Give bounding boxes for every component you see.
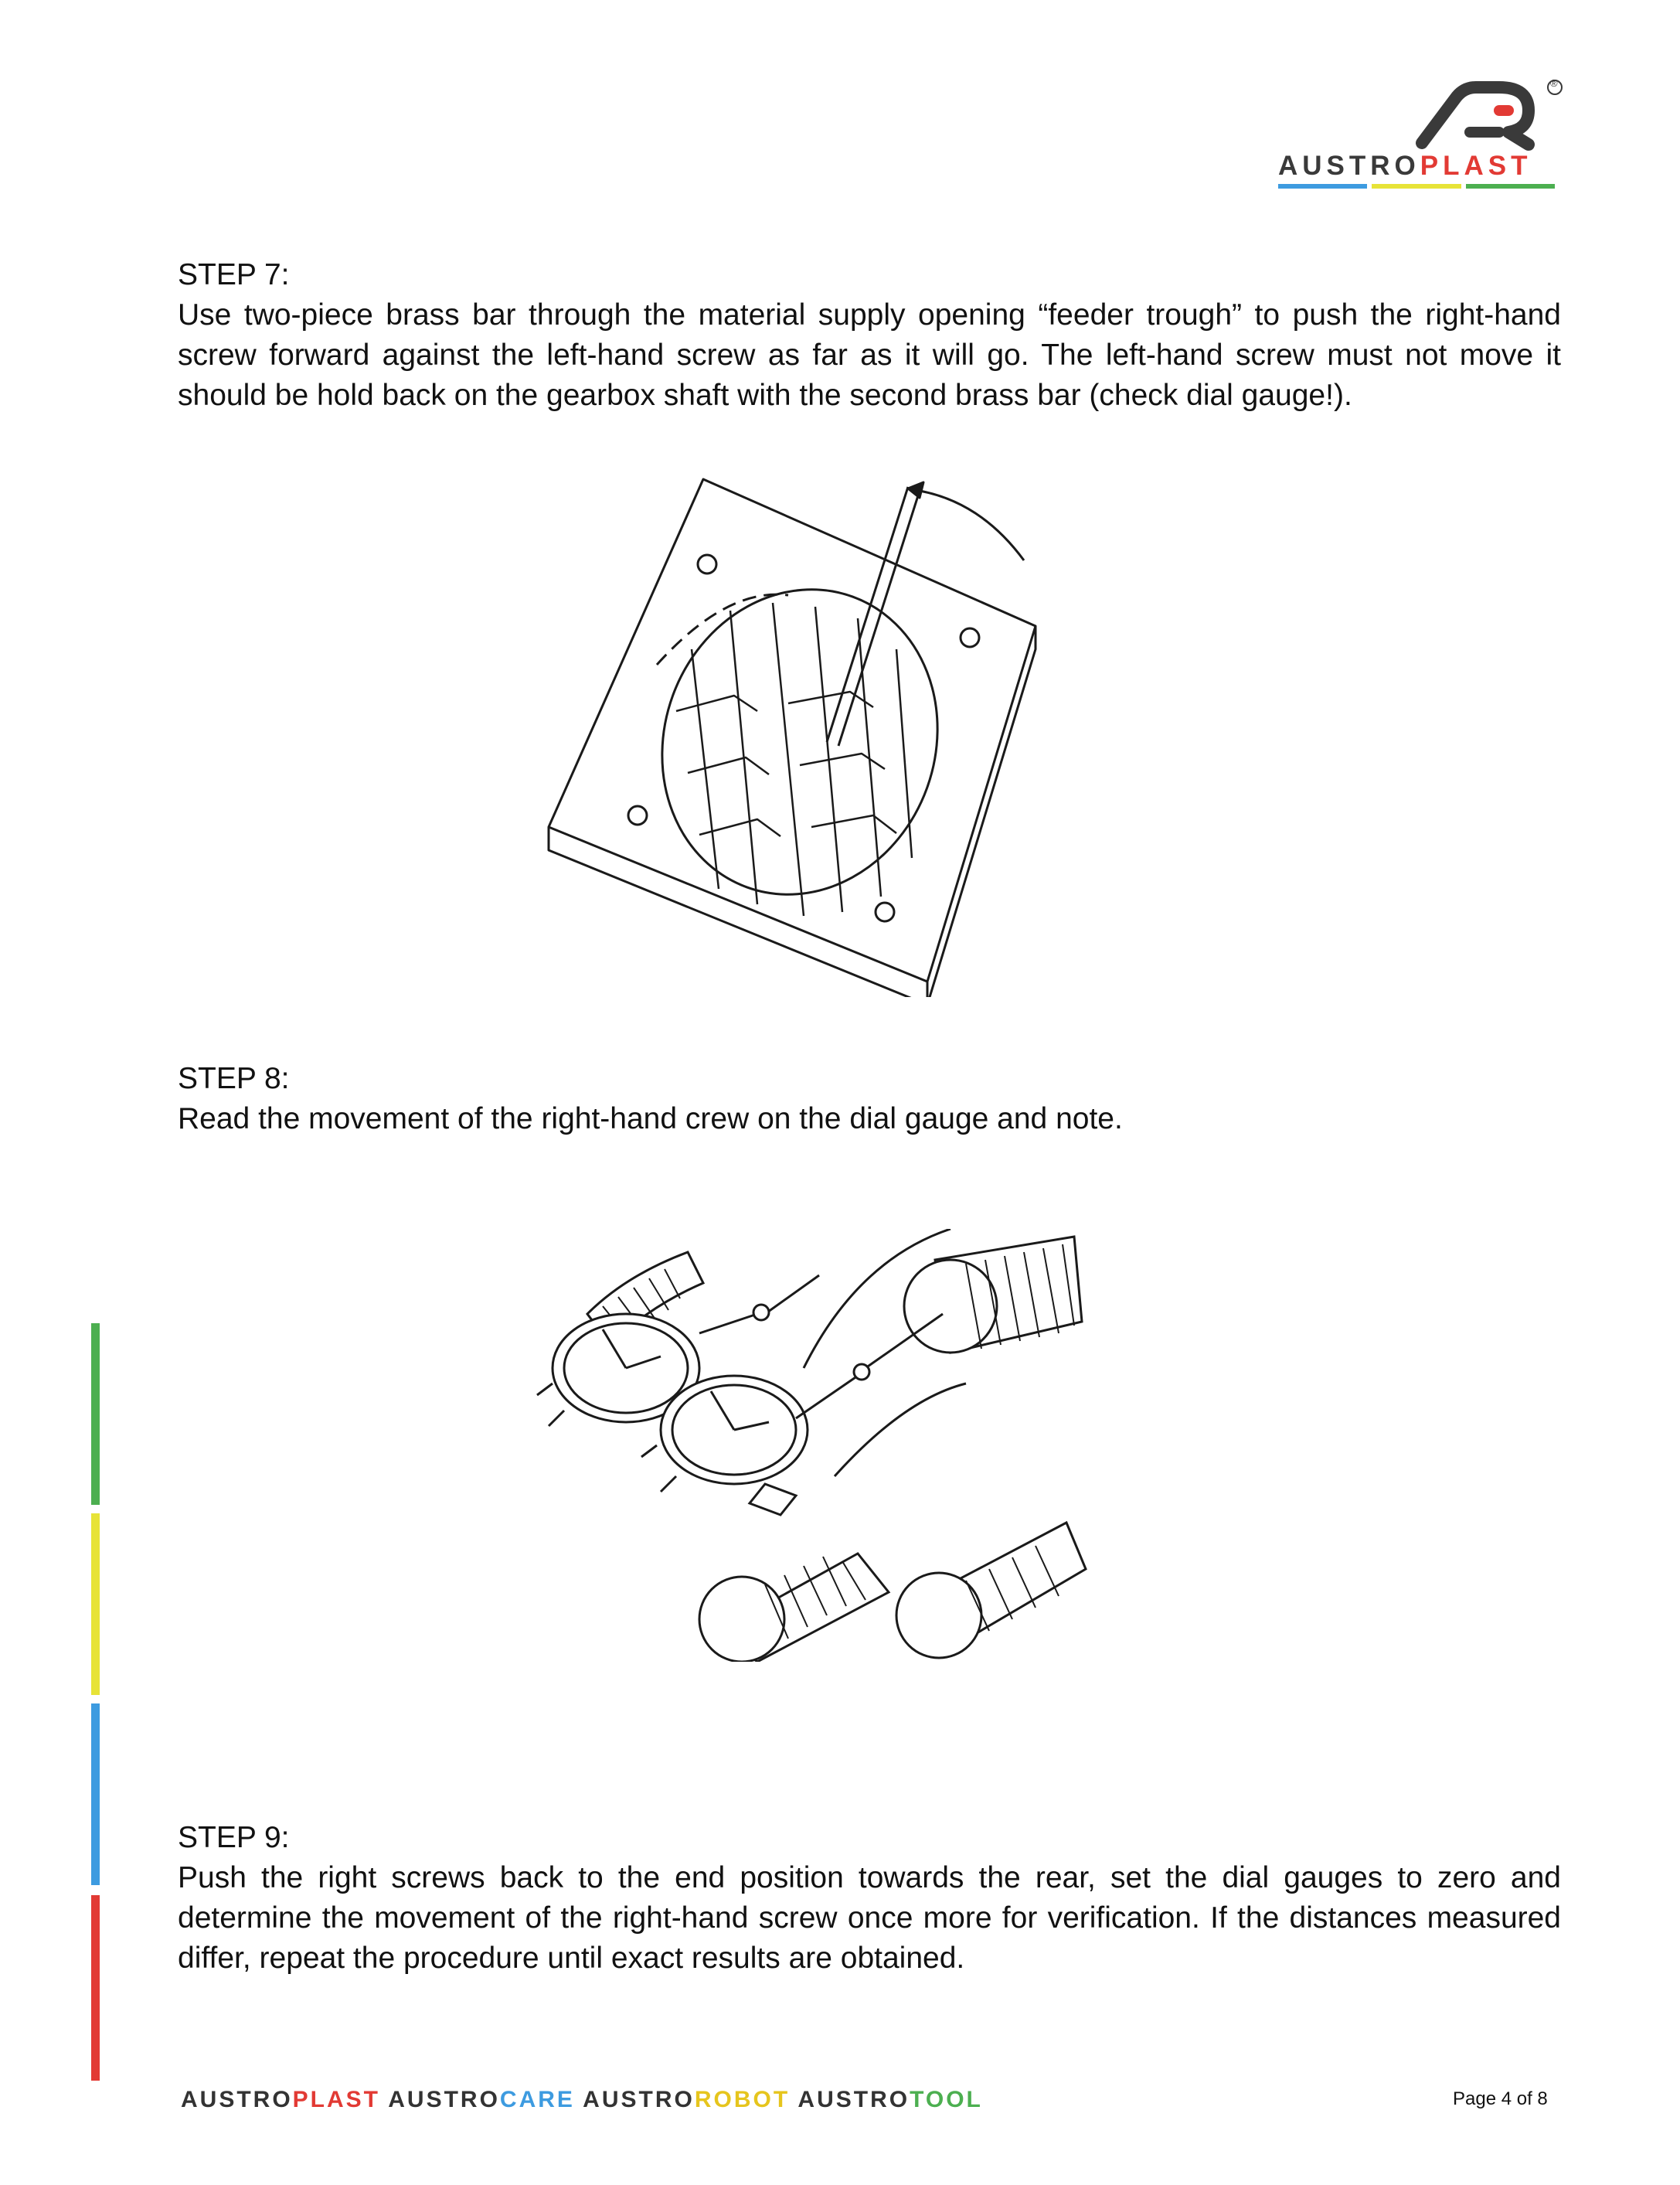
step-9 [178, 1818, 1561, 1979]
side-bar-red [91, 1895, 100, 2081]
footer-brand-3-prefix: AUSTRO [583, 2087, 695, 2112]
logo-wordmark-part1: AUSTRO [1278, 151, 1420, 181]
page-number: Page 4 of 8 [1453, 2088, 1548, 2109]
logo-color-bars [1278, 184, 1555, 190]
side-bar-yellow [91, 1513, 100, 1695]
footer-brand-2-suffix: CARE [499, 2087, 575, 2112]
footer-brand-list [181, 2087, 983, 2113]
side-bar-green [91, 1323, 100, 1505]
logo-wordmark [1278, 151, 1532, 182]
feeder-plate-with-screws-icon [533, 471, 1090, 997]
austroplast-logo [1267, 73, 1576, 197]
step-8-title: STEP 8: [178, 1062, 290, 1095]
footer-brand-1-suffix: PLAST [292, 2087, 381, 2112]
logo-bar-blue [1278, 184, 1367, 189]
logo-bar-yellow [1372, 184, 1461, 189]
step-7-text: Use two-piece brass bar through the material supply opening “feeder trough” to push the right-hand screw forward against the left-hand screw as far as it will go. The left-hand screw must not move it should be hold back on the gearbox shaft with the second brass bar (check dial gauge!). [178, 298, 1561, 412]
footer-brand-1-prefix: AUSTRO [181, 2087, 293, 2112]
step-8-text: Read the movement of the right-hand crew on the dial gauge and note. [178, 1102, 1123, 1135]
side-bar-blue [91, 1703, 100, 1885]
logo-wordmark-part2: PLAST [1420, 151, 1532, 181]
step-7-title: STEP 7: [178, 258, 290, 291]
step-8 [178, 1059, 1561, 1139]
footer-brand-4-prefix: AUSTRO [797, 2087, 910, 2112]
footer-brand-4-suffix: TOOL [910, 2087, 983, 2112]
feeder-plate-figure [533, 471, 1090, 997]
dial-gauges-on-screws-icon [533, 1229, 1090, 1662]
step-9-text: Push the right screws back to the end position towards the rear, set the dial gauges to zero and determine the movement of the right-hand screw once more for verification. If the distances measured differ, repeat the procedure until exact results are obtained. [178, 1861, 1561, 1975]
registered-mark: ® [1550, 77, 1558, 89]
footer-brand-2-prefix: AUSTRO [388, 2087, 500, 2112]
step-7 [178, 255, 1561, 416]
dial-gauges-figure [533, 1229, 1090, 1662]
step-9-title: STEP 9: [178, 1821, 290, 1854]
logo-bar-green [1466, 184, 1555, 189]
ap-logo-icon [1267, 73, 1576, 158]
footer-brand-3-suffix: ROBOT [694, 2087, 791, 2112]
